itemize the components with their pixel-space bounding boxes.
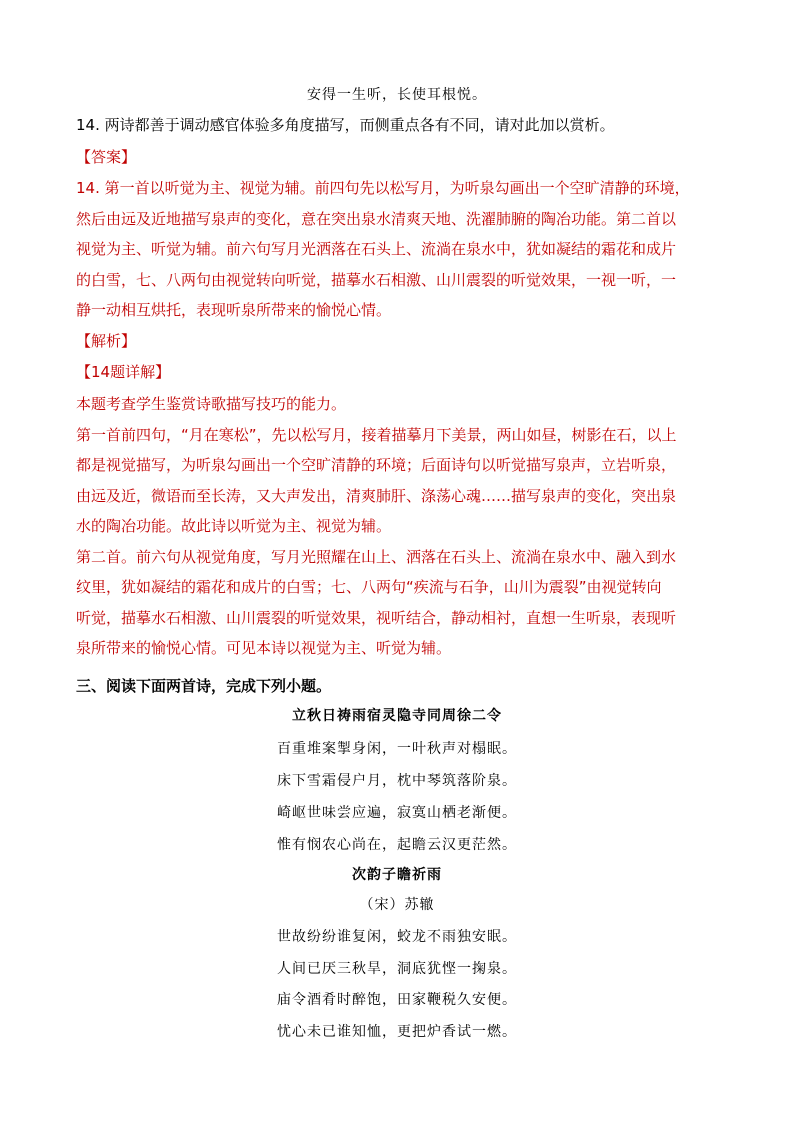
answer-heading: 【答案】 [76,148,137,166]
detail-line: 由远及近，微语而至长涛，又大声发出，清爽肺肝、涤荡心魂……描写泉声的变化，突出泉 [76,486,677,505]
poem1-line: 百重堆案掣身闲，一叶秋声对榻眠。 [277,741,517,757]
poem2-line: 忧心未已谁知恤，更把炉香试一燃。 [277,1024,517,1040]
poem2-title: 次韵子瞻祈雨 [352,867,442,883]
detail-line: 泉所带来的愉悦心情。可见本诗以视觉为主、听觉为辅。 [76,639,452,657]
detail-heading: 【14题详解】 [76,363,171,381]
poem2-line: 人间已厌三秋旱，洞底犹悭一掬泉。 [277,961,517,977]
answer-text [76,173,721,326]
answer-line: 静一动相互烘托，表现听泉所带来的愉悦心情。 [76,301,392,319]
question-14: 14. 两诗都善于调动感官体验多角度描写，而侧重点各有不同，请对此加以赏析。 [76,116,615,134]
poem2-author: （宋）苏辙 [359,897,435,913]
poem1-line: 惟有悯农心尚在，起瞻云汉更茫然。 [277,837,517,853]
poem2-line: 庙令酒肴时醉饱，田家鞭税久安便。 [277,992,517,1008]
poem1-title: 立秋日祷雨宿灵隐寺同周徐二令 [292,708,502,724]
poem2-line: 世故纷纷谁复闲，蛟龙不雨独安眠。 [277,929,517,945]
top-poem-last-line: 安得一生听，长使耳根悦。 [307,87,487,103]
detail-line: 第一首前四句，“月在寒松”，先以松写月，接着描摹月下美景，两山如昼，树影在石，以上 [76,425,677,444]
analysis-heading: 【解析】 [76,332,137,350]
detail-line: 第二首。前六句从视觉角度，写月光照耀在山上、洒落在石头上、流淌在泉水中、融入到水 [76,547,677,566]
detail-line: 都是视觉描写，为听泉勾画出一个空旷清静的环境；后面诗句以听觉描写泉声，立岩听泉， [76,456,677,474]
answer-line: 14. 第一首以听觉为主、视觉为辅。前四句先以松写月，为听泉勾画出一个空旷清静的环境， [76,179,690,197]
poem1-line: 崎岖世味尝应遍，寂寞山栖老渐便。 [277,805,517,821]
answer-line: 的白雪，七、八两句由视觉转向听觉，描摹水石相激、山川震裂的听觉效果，一视一听，一 [76,270,677,289]
detail-line: 听觉，描摹水石相激、山川震裂的听觉效果，视听结合，静动相衬，直想一生听泉，表现听 [76,608,677,627]
answer-line: 视觉为主、听觉为辅。前六句写月光洒落在石头上、流淌在泉水中，犹如凝结的霜花和成片 [76,240,677,258]
detail-text [76,389,721,664]
detail-line: 纹里，犹如凝结的霜花和成片的白雪；七、八两句“疾流与石争，山川为震裂”由视觉转向 [76,578,662,596]
detail-line: 本题考查学生鉴赏诗歌描写技巧的能力。 [76,395,347,413]
detail-line: 水的陶冶功能。故此诗以听觉为主、视觉为辅。 [76,517,392,535]
section-three-heading: 三、阅读下面两首诗，完成下列小题。 [76,677,332,695]
poem1-line: 床下雪霜侵户月，枕中琴筑落阶泉。 [277,773,517,789]
answer-line: 然后由远及近地描写泉声的变化，意在突出泉水清爽天地、洗濯肺腑的陶冶功能。第二首以 [76,209,677,228]
